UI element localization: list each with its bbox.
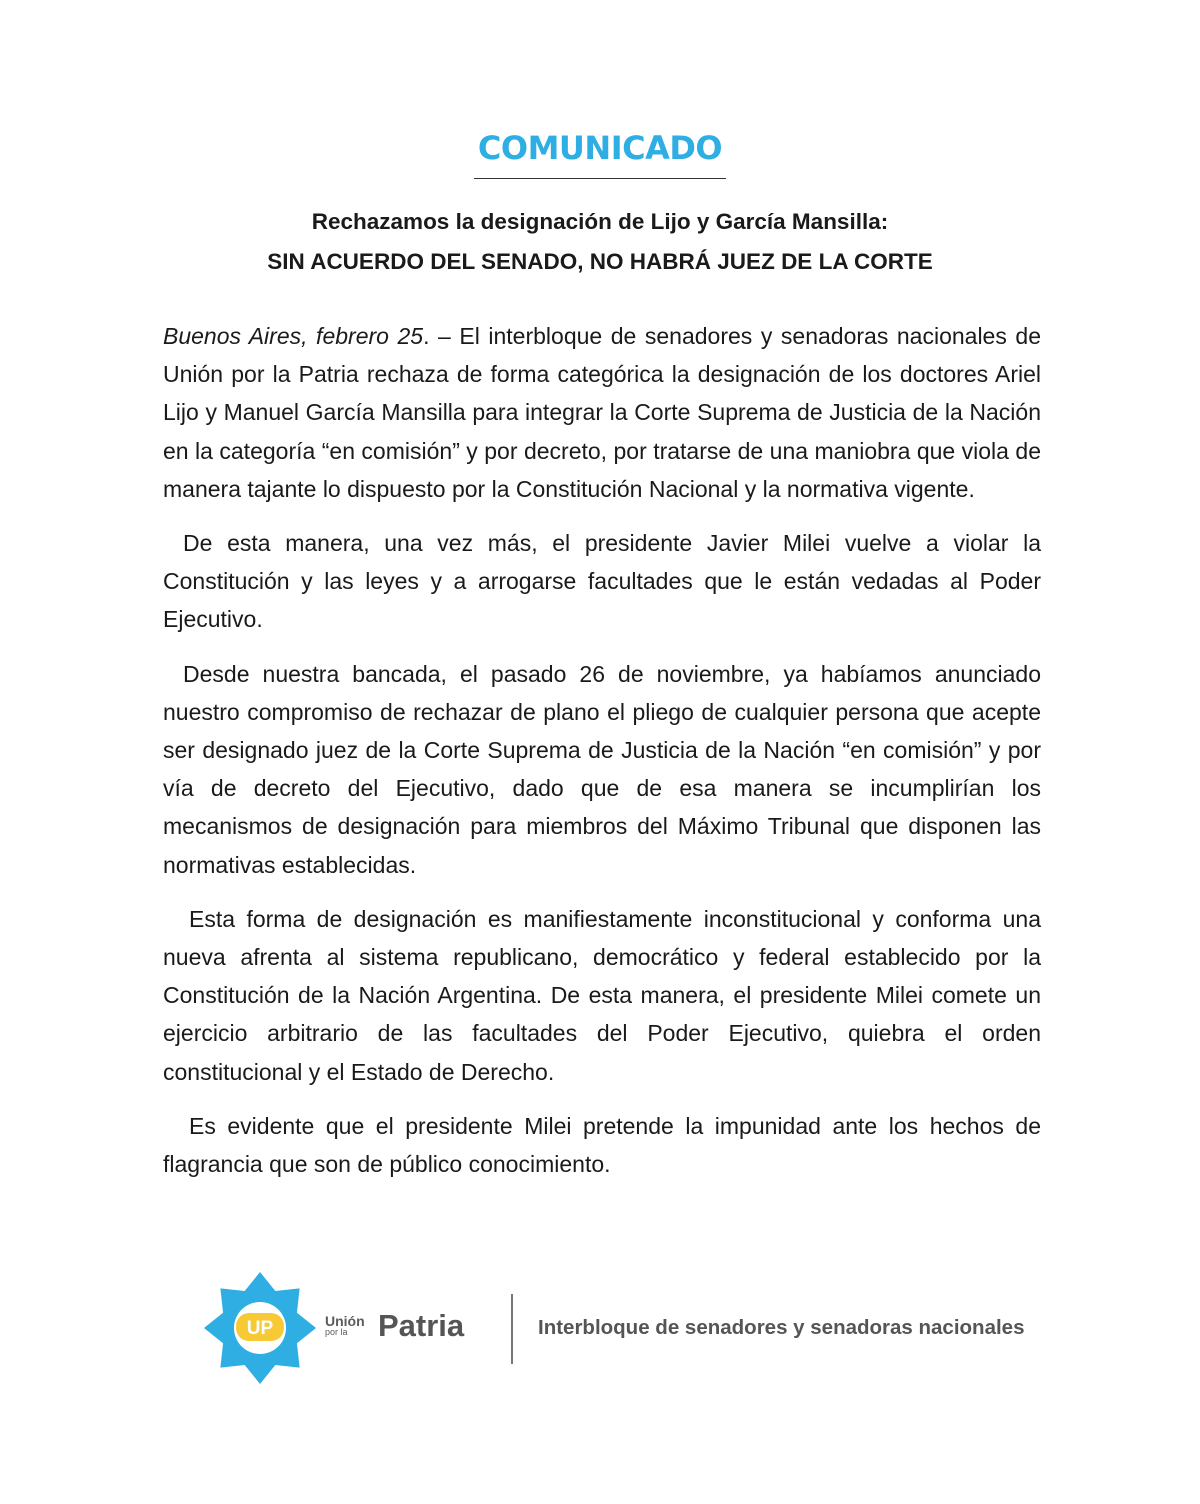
logo-por-la: por la bbox=[325, 1327, 348, 1337]
subtitle bbox=[0, 202, 1200, 282]
footer-caption: Interbloque de senadores y senadoras nacionales bbox=[538, 1316, 1025, 1339]
logo-union: Unión bbox=[325, 1313, 365, 1329]
body-text bbox=[163, 317, 1041, 1199]
subtitle-line-1: Rechazamos la designación de Lijo y García Mansilla: bbox=[311, 209, 889, 234]
sun-star-logo-icon bbox=[200, 1268, 320, 1388]
logo-patria: Patria bbox=[378, 1308, 465, 1343]
logo-union-text bbox=[325, 1315, 375, 1337]
paragraph-3: Desde nuestra bancada, el pasado 26 de noviembre, ya habíamos anunciado nuestro compromiso de rechazar de plano el pliego de cualquier persona que acepte ser designado juez de la Corte Suprema de Justicia de la Nación “en comisión” y por vía de decreto del Ejecutivo, dado que de esa manera se incumplirían los mecanismos de designación para miembros del Máximo Tribunal que disponen las normativas establecidas. bbox=[163, 660, 1041, 878]
page-title: COMUNICADO bbox=[477, 129, 723, 167]
paragraph-5: Es evidente que el presidente Milei pretende la impunidad ante los hechos de flagrancia que son de público conocimiento. bbox=[163, 1112, 1041, 1178]
footer-divider bbox=[511, 1294, 513, 1364]
paragraph-4: Esta forma de designación es manifiestamente inconstitucional y conforma una nueva afrenta al sistema republicano, democrático y federal establecido por la Constitución de la Nación Argentina. De esta manera, el presidente Milei comete un ejercicio arbitrario de las facultades del Poder Ejecutivo, quiebra el orden constitucional y el Estado de Derecho. bbox=[163, 905, 1041, 1085]
page-header bbox=[0, 128, 1200, 179]
paragraph-2: De esta manera, una vez más, el presidente Javier Milei vuelve a violar la Constitución y las leyes y a arrogarse facultades que le están vedadas al Poder Ejecutivo. bbox=[163, 530, 1041, 633]
logo-badge-text: UP bbox=[246, 1318, 274, 1339]
paragraph-1-text: . – El interbloque de senadores y senadoras nacionales de Unión por la Patria rechaza de forma categórica la designación de los doctores Ariel Lijo y Manuel García Mansilla para integrar la Corte Suprema de Justicia de la Nación en la categoría “en comisión” y por decreto, por tratarse de una maniobra que viola de manera tajante lo dispuesto por la Constitución Nacional y la normativa vigente. bbox=[163, 323, 1041, 502]
subtitle-line-2: SIN ACUERDO DEL SENADO, NO HABRÁ JUEZ DE LA CORTE bbox=[267, 249, 933, 274]
dateline: Buenos Aires, febrero 25 bbox=[163, 323, 424, 349]
title-underline bbox=[474, 178, 726, 179]
paragraph-1 bbox=[163, 317, 1041, 508]
footer bbox=[200, 1268, 1040, 1388]
